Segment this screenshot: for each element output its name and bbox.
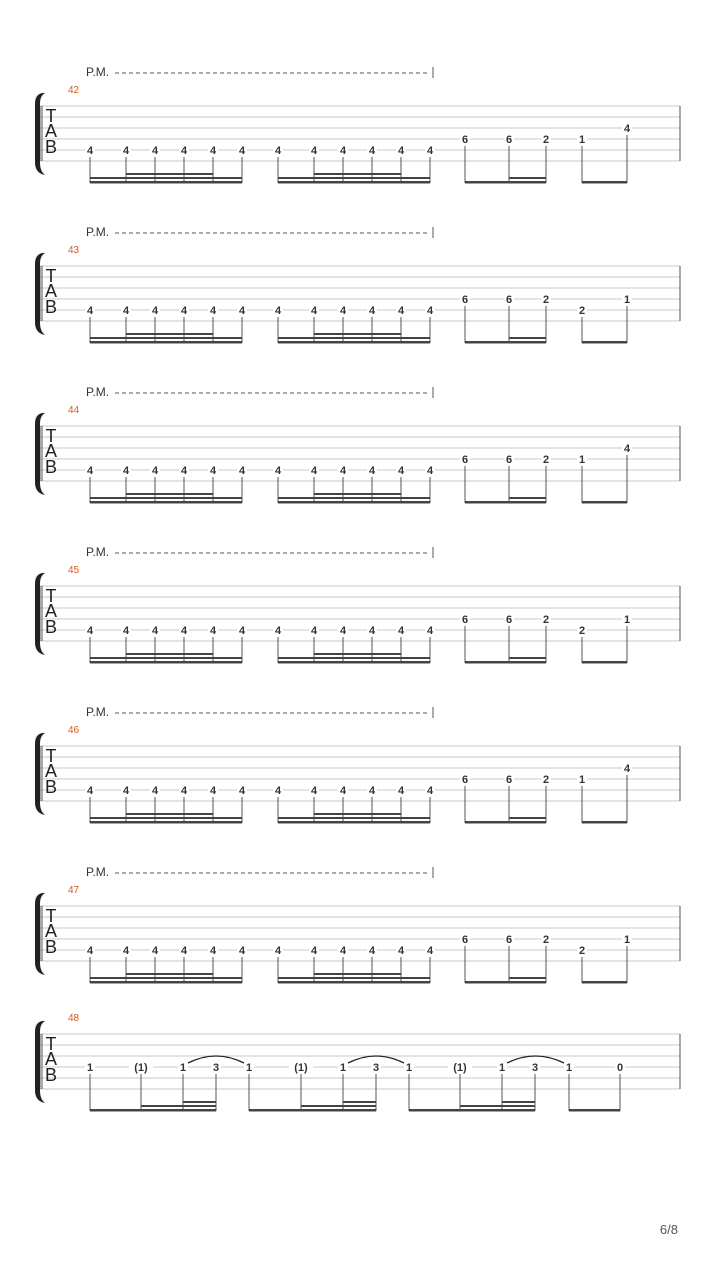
beam-primary	[582, 181, 627, 184]
beam-tertiary	[183, 1101, 216, 1103]
fret-number: 4	[209, 305, 217, 317]
system-bracket	[35, 413, 45, 495]
fret-number: 4	[310, 945, 318, 957]
fret-number: 4	[122, 465, 130, 477]
system-bracket	[35, 1021, 45, 1103]
fret-number: 4	[151, 305, 159, 317]
fret-number: 6	[461, 934, 469, 946]
fret-number: 4	[122, 145, 130, 157]
beam-primary	[278, 981, 430, 984]
system-bracket	[35, 733, 45, 815]
beam-primary	[90, 181, 242, 184]
fret-number: 4	[426, 785, 434, 797]
beam-primary	[278, 501, 430, 504]
beam-primary	[465, 661, 546, 664]
fret-number: 1	[405, 1062, 413, 1074]
fret-number: 4	[274, 305, 282, 317]
beam-primary	[90, 661, 242, 664]
fret-number: 4	[368, 785, 376, 797]
fret-number: 0	[616, 1062, 624, 1074]
tab-clef-letter: T	[45, 906, 57, 926]
fret-number: 3	[212, 1062, 220, 1074]
beam-tertiary	[314, 653, 401, 655]
beam-primary	[90, 821, 242, 824]
palm-mute-label: P.M.	[86, 385, 110, 399]
fret-number: 4	[274, 625, 282, 637]
tab-clef-letter: A	[44, 761, 58, 781]
fret-number: 4	[238, 945, 246, 957]
fret-number: 4	[209, 945, 217, 957]
beam-secondary	[278, 497, 430, 499]
fret-number: 1	[498, 1062, 506, 1074]
fret-number: 4	[151, 145, 159, 157]
beam-primary	[90, 501, 242, 504]
beam-tertiary	[343, 1101, 376, 1103]
system-bracket	[35, 253, 45, 335]
fret-number: 4	[397, 785, 405, 797]
fret-number: 1	[578, 774, 586, 786]
fret-number: 4	[623, 123, 631, 135]
palm-mute-label: P.M.	[86, 545, 110, 559]
palm-mute-label: P.M.	[86, 705, 110, 719]
palm-mute-label: P.M.	[86, 865, 110, 879]
fret-number: 1	[339, 1062, 347, 1074]
fret-number: 4	[274, 785, 282, 797]
fret-number: 4	[180, 625, 188, 637]
fret-number: 4	[209, 145, 217, 157]
fret-number: 6	[505, 934, 513, 946]
fret-number: 4	[180, 945, 188, 957]
fret-number: 2	[542, 134, 550, 146]
fret-number: 4	[368, 145, 376, 157]
beam-secondary	[509, 977, 546, 979]
fret-number: 4	[151, 785, 159, 797]
fret-number: 4	[368, 945, 376, 957]
measure-number: 43	[68, 245, 80, 256]
tab-clef-letter: T	[45, 746, 57, 766]
beam-primary	[90, 341, 242, 344]
fret-number: 2	[578, 625, 586, 637]
fret-number: 4	[339, 945, 347, 957]
fret-number: 4	[339, 785, 347, 797]
beam-tertiary	[314, 813, 401, 815]
system-bracket	[35, 893, 45, 975]
fret-number: 2	[578, 945, 586, 957]
fret-number: 4	[397, 945, 405, 957]
beam-primary	[582, 821, 627, 824]
fret-number: 4	[339, 305, 347, 317]
tab-clef-letter: B	[44, 617, 58, 637]
fret-number: 4	[426, 145, 434, 157]
beam-primary	[90, 1109, 216, 1112]
fret-number: 4	[339, 465, 347, 477]
beam-secondary	[278, 657, 430, 659]
palm-mute-label: P.M.	[86, 225, 110, 239]
fret-number: 1	[623, 294, 631, 306]
fret-number: 6	[461, 774, 469, 786]
beam-primary	[465, 181, 546, 184]
measure-number: 45	[68, 565, 80, 576]
beam-secondary	[460, 1105, 535, 1107]
fret-number: 1	[623, 614, 631, 626]
palm-mute-label: P.M.	[86, 65, 110, 79]
tab-clef-letter: T	[45, 106, 57, 126]
beam-secondary	[301, 1105, 376, 1107]
fret-number: 2	[542, 934, 550, 946]
beam-secondary	[278, 177, 430, 179]
fret-number: 6	[505, 614, 513, 626]
tab-clef-letter: B	[44, 777, 58, 797]
beam-secondary	[90, 497, 242, 499]
fret-number: 6	[505, 454, 513, 466]
beam-tertiary	[126, 493, 213, 495]
fret-number: 6	[461, 454, 469, 466]
tab-clef-letter: A	[44, 121, 58, 141]
fret-number: 4	[209, 785, 217, 797]
fret-number: 4	[339, 625, 347, 637]
fret-number: 4	[209, 625, 217, 637]
beam-tertiary	[126, 173, 213, 175]
fret-number: 4	[122, 625, 130, 637]
beam-primary	[582, 341, 627, 344]
measure-number: 47	[68, 885, 80, 896]
fret-number: 1	[179, 1062, 187, 1074]
tab-clef-letter: A	[44, 601, 58, 621]
fret-number: 1	[86, 1062, 94, 1074]
beam-tertiary	[126, 653, 213, 655]
fret-number: 4	[86, 785, 94, 797]
beam-secondary	[509, 177, 546, 179]
fret-number: 4	[86, 625, 94, 637]
fret-number: 4	[368, 465, 376, 477]
beam-secondary	[90, 337, 242, 339]
fret-number: 4	[426, 305, 434, 317]
tab-clef-letter: T	[45, 426, 57, 446]
page-number: 6/8	[659, 1222, 678, 1237]
fret-number: 6	[461, 294, 469, 306]
tab-clef-letter: B	[44, 937, 58, 957]
tab-clef-letter: T	[45, 586, 57, 606]
fret-number: 4	[122, 785, 130, 797]
beam-secondary	[141, 1105, 216, 1107]
beam-tertiary	[314, 493, 401, 495]
fret-number: 4	[397, 625, 405, 637]
fret-number: 1	[565, 1062, 573, 1074]
fret-number: 4	[180, 305, 188, 317]
fret-number: 4	[238, 625, 246, 637]
fret-number: 4	[426, 465, 434, 477]
beam-secondary	[509, 337, 546, 339]
beam-primary	[249, 1109, 376, 1112]
fret-number: 4	[274, 145, 282, 157]
fret-number: 6	[505, 294, 513, 306]
fret-number: 4	[310, 785, 318, 797]
fret-number: 2	[542, 454, 550, 466]
tab-clef-letter: A	[44, 281, 58, 301]
beam-primary	[569, 1109, 620, 1112]
fret-number: 4	[238, 465, 246, 477]
beam-tertiary	[314, 173, 401, 175]
fret-number: 6	[461, 614, 469, 626]
beam-secondary	[278, 817, 430, 819]
beam-primary	[278, 821, 430, 824]
beam-primary	[465, 341, 546, 344]
fret-number: 4	[86, 305, 94, 317]
fret-number: 2	[542, 614, 550, 626]
fret-number: 4	[368, 305, 376, 317]
fret-number: 4	[426, 625, 434, 637]
fret-number: 4	[397, 305, 405, 317]
tab-clef-letter: B	[44, 1065, 58, 1085]
beam-tertiary	[126, 973, 213, 975]
fret-number: 4	[310, 625, 318, 637]
beam-secondary	[509, 657, 546, 659]
fret-number: 4	[151, 465, 159, 477]
fret-number: 1	[623, 934, 631, 946]
beam-secondary	[90, 177, 242, 179]
fret-number: 4	[397, 465, 405, 477]
beam-primary	[582, 661, 627, 664]
fret-number: 1	[578, 134, 586, 146]
tab-clef-letter: T	[45, 266, 57, 286]
beam-primary	[465, 981, 546, 984]
beam-secondary	[278, 977, 430, 979]
fret-number: (1)	[453, 1062, 467, 1074]
fret-number: 4	[151, 625, 159, 637]
beam-tertiary	[126, 333, 213, 335]
beam-tertiary	[502, 1101, 535, 1103]
fret-number: 6	[505, 774, 513, 786]
fret-number: 4	[623, 443, 631, 455]
beam-secondary	[509, 497, 546, 499]
fret-number: 4	[86, 465, 94, 477]
beam-secondary	[90, 977, 242, 979]
fret-number: 3	[372, 1062, 380, 1074]
fret-number: 4	[339, 145, 347, 157]
beam-primary	[465, 821, 546, 824]
fret-number: 4	[180, 465, 188, 477]
fret-number: 4	[310, 145, 318, 157]
fret-number: 1	[578, 454, 586, 466]
fret-number: 4	[368, 625, 376, 637]
beam-secondary	[278, 337, 430, 339]
beam-primary	[582, 981, 627, 984]
fret-number: 4	[151, 945, 159, 957]
beam-primary	[278, 661, 430, 664]
fret-number: 6	[505, 134, 513, 146]
system-bracket	[35, 573, 45, 655]
fret-number: 4	[310, 465, 318, 477]
fret-number: 4	[238, 145, 246, 157]
tab-clef-letter: A	[44, 921, 58, 941]
tab-clef-letter: A	[44, 441, 58, 461]
fret-number: 3	[531, 1062, 539, 1074]
tab-clef-letter: A	[44, 1049, 58, 1069]
fret-number: 4	[180, 785, 188, 797]
tab-clef-letter: T	[45, 1034, 57, 1054]
fret-number: (1)	[134, 1062, 148, 1074]
fret-number: 4	[274, 945, 282, 957]
fret-number: 6	[461, 134, 469, 146]
beam-secondary	[509, 817, 546, 819]
fret-number: 4	[623, 763, 631, 775]
fret-number: 4	[426, 945, 434, 957]
fret-number: 4	[238, 305, 246, 317]
measure-number: 48	[68, 1013, 80, 1024]
fret-number: 4	[122, 945, 130, 957]
fret-number: 4	[238, 785, 246, 797]
fret-number: 4	[274, 465, 282, 477]
beam-tertiary	[314, 333, 401, 335]
beam-secondary	[90, 817, 242, 819]
fret-number: 4	[86, 945, 94, 957]
fret-number: 1	[245, 1062, 253, 1074]
beam-primary	[582, 501, 627, 504]
beam-primary	[278, 341, 430, 344]
fret-number: (1)	[294, 1062, 308, 1074]
fret-number: 4	[180, 145, 188, 157]
measure-number: 42	[68, 85, 80, 96]
tab-clef-letter: B	[44, 137, 58, 157]
fret-number: 4	[86, 145, 94, 157]
beam-primary	[465, 501, 546, 504]
beam-primary	[409, 1109, 535, 1112]
beam-primary	[278, 181, 430, 184]
fret-number: 2	[578, 305, 586, 317]
beam-primary	[90, 981, 242, 984]
fret-number: 4	[209, 465, 217, 477]
tab-clef-letter: B	[44, 457, 58, 477]
measure-number: 46	[68, 725, 80, 736]
measure-number: 44	[68, 405, 80, 416]
beam-secondary	[90, 657, 242, 659]
system-bracket	[35, 93, 45, 175]
tab-clef-letter: B	[44, 297, 58, 317]
fret-number: 2	[542, 774, 550, 786]
fret-number: 2	[542, 294, 550, 306]
fret-number: 4	[310, 305, 318, 317]
fret-number: 4	[122, 305, 130, 317]
fret-number: 4	[397, 145, 405, 157]
beam-tertiary	[126, 813, 213, 815]
beam-tertiary	[314, 973, 401, 975]
